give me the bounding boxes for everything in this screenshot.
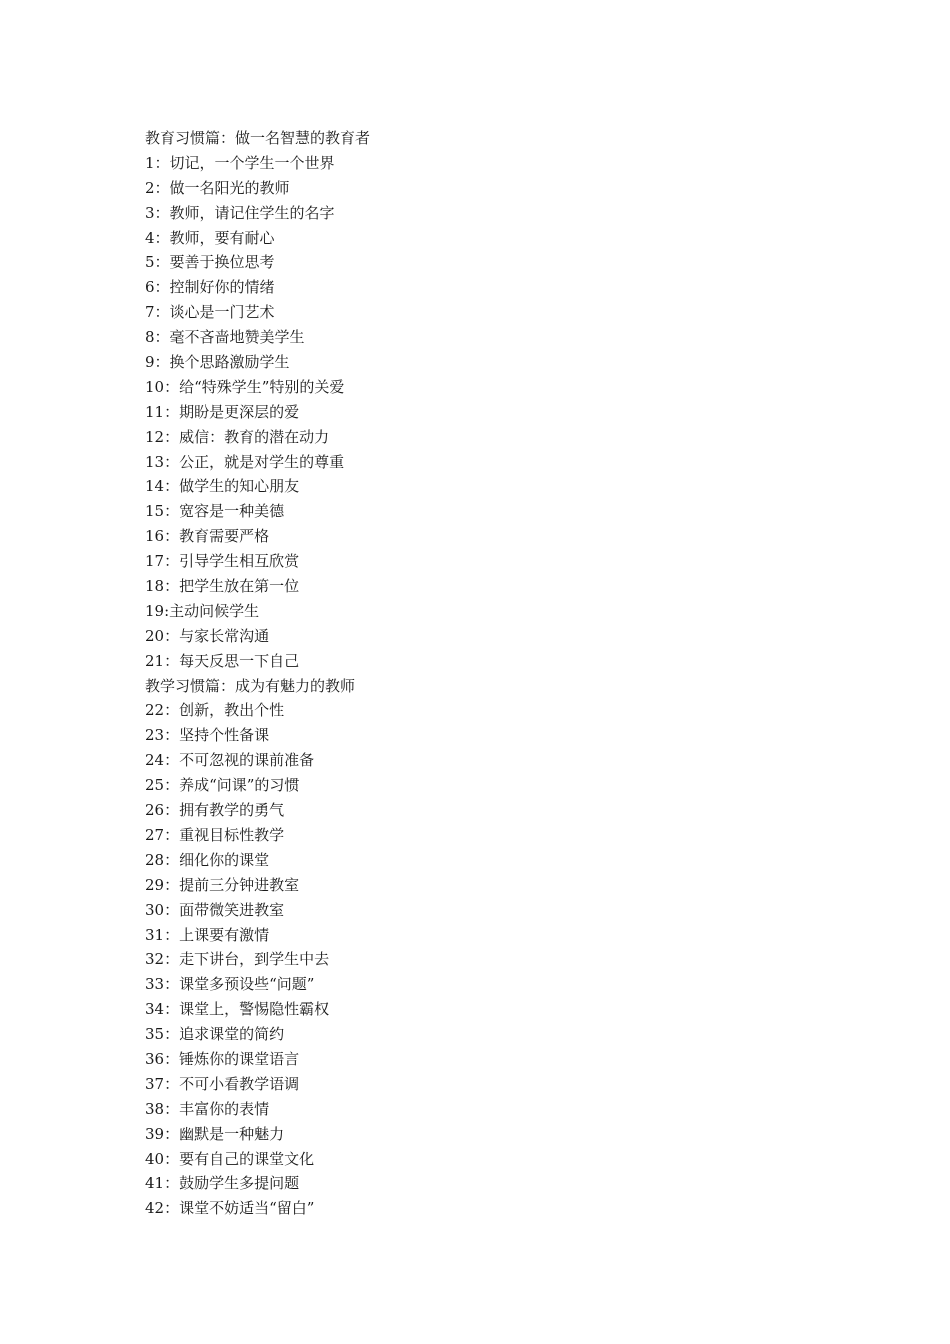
list-item: 7：谈心是一门艺术 <box>145 303 275 322</box>
list-item: 13：公正，就是对学生的尊重 <box>145 452 345 471</box>
list-item: 31：上课要有激情 <box>145 925 270 944</box>
list-item: 15：宽容是一种美德 <box>145 502 285 521</box>
list-item: 42：课堂不妨适当“留白” <box>145 1199 315 1218</box>
list-item: 34：课堂上，警惕隐性霸权 <box>145 1000 330 1019</box>
list-item: 33：课堂多预设些“问题” <box>145 975 315 994</box>
list-item: 19:主动问候学生 <box>145 601 260 620</box>
list-item: 14：做学生的知心朋友 <box>145 477 300 496</box>
list-item: 38：丰富你的表情 <box>145 1099 270 1118</box>
list-item: 22：创新，教出个性 <box>145 701 285 720</box>
list-item: 4：教师，要有耐心 <box>145 228 275 247</box>
list-item: 11：期盼是更深层的爱 <box>145 402 300 421</box>
list-item: 3：教师，请记住学生的名字 <box>145 203 335 222</box>
section-heading-teaching-habits: 教学习惯篇：成为有魅力的教师 <box>145 676 356 695</box>
list-item: 12：威信：教育的潜在动力 <box>145 427 330 446</box>
list-item: 36：锤炼你的课堂语言 <box>145 1049 300 1068</box>
list-item: 5：要善于换位思考 <box>145 253 275 272</box>
list-item: 26：拥有教学的勇气 <box>145 801 285 820</box>
list-item: 25：养成“问课”的习惯 <box>145 776 300 795</box>
list-item: 16：教育需要严格 <box>145 527 270 546</box>
section-heading-education-habits: 教育习惯篇：做一名智慧的教育者 <box>145 129 371 147</box>
list-item: 10：给“特殊学生”特别的关爱 <box>145 377 345 396</box>
list-item: 8：毫不吝啬地赞美学生 <box>145 328 305 347</box>
list-item: 2：做一名阳光的教师 <box>145 178 290 197</box>
list-item: 24：不可忽视的课前准备 <box>145 751 315 770</box>
list-item: 6：控制好你的情绪 <box>145 278 275 297</box>
list-item: 9：换个思路激励学生 <box>145 353 290 372</box>
list-item: 29：提前三分钟进教室 <box>145 875 300 894</box>
list-item: 32：走下讲台，到学生中去 <box>145 950 330 969</box>
list-item: 21：每天反思一下自己 <box>145 651 300 670</box>
list-item: 28：细化你的课堂 <box>145 850 270 869</box>
list-item: 1：切记，一个学生一个世界 <box>145 153 335 172</box>
list-item: 30：面带微笑进教室 <box>145 900 285 919</box>
list-item: 37：不可小看教学语调 <box>145 1074 300 1093</box>
document-page <box>145 126 805 1221</box>
list-item: 17：引导学生相互欣赏 <box>145 552 300 571</box>
list-item: 23：坚持个性备课 <box>145 726 270 745</box>
list-item: 40：要有自己的课堂文化 <box>145 1149 315 1168</box>
list-item: 39：幽默是一种魅力 <box>145 1124 285 1143</box>
list-item: 41：鼓励学生多提问题 <box>145 1174 300 1193</box>
list-item: 35：追求课堂的简约 <box>145 1025 285 1044</box>
list-item: 27：重视目标性教学 <box>145 825 285 844</box>
list-item: 20：与家长常沟通 <box>145 626 270 645</box>
list-item: 18：把学生放在第一位 <box>145 577 300 596</box>
